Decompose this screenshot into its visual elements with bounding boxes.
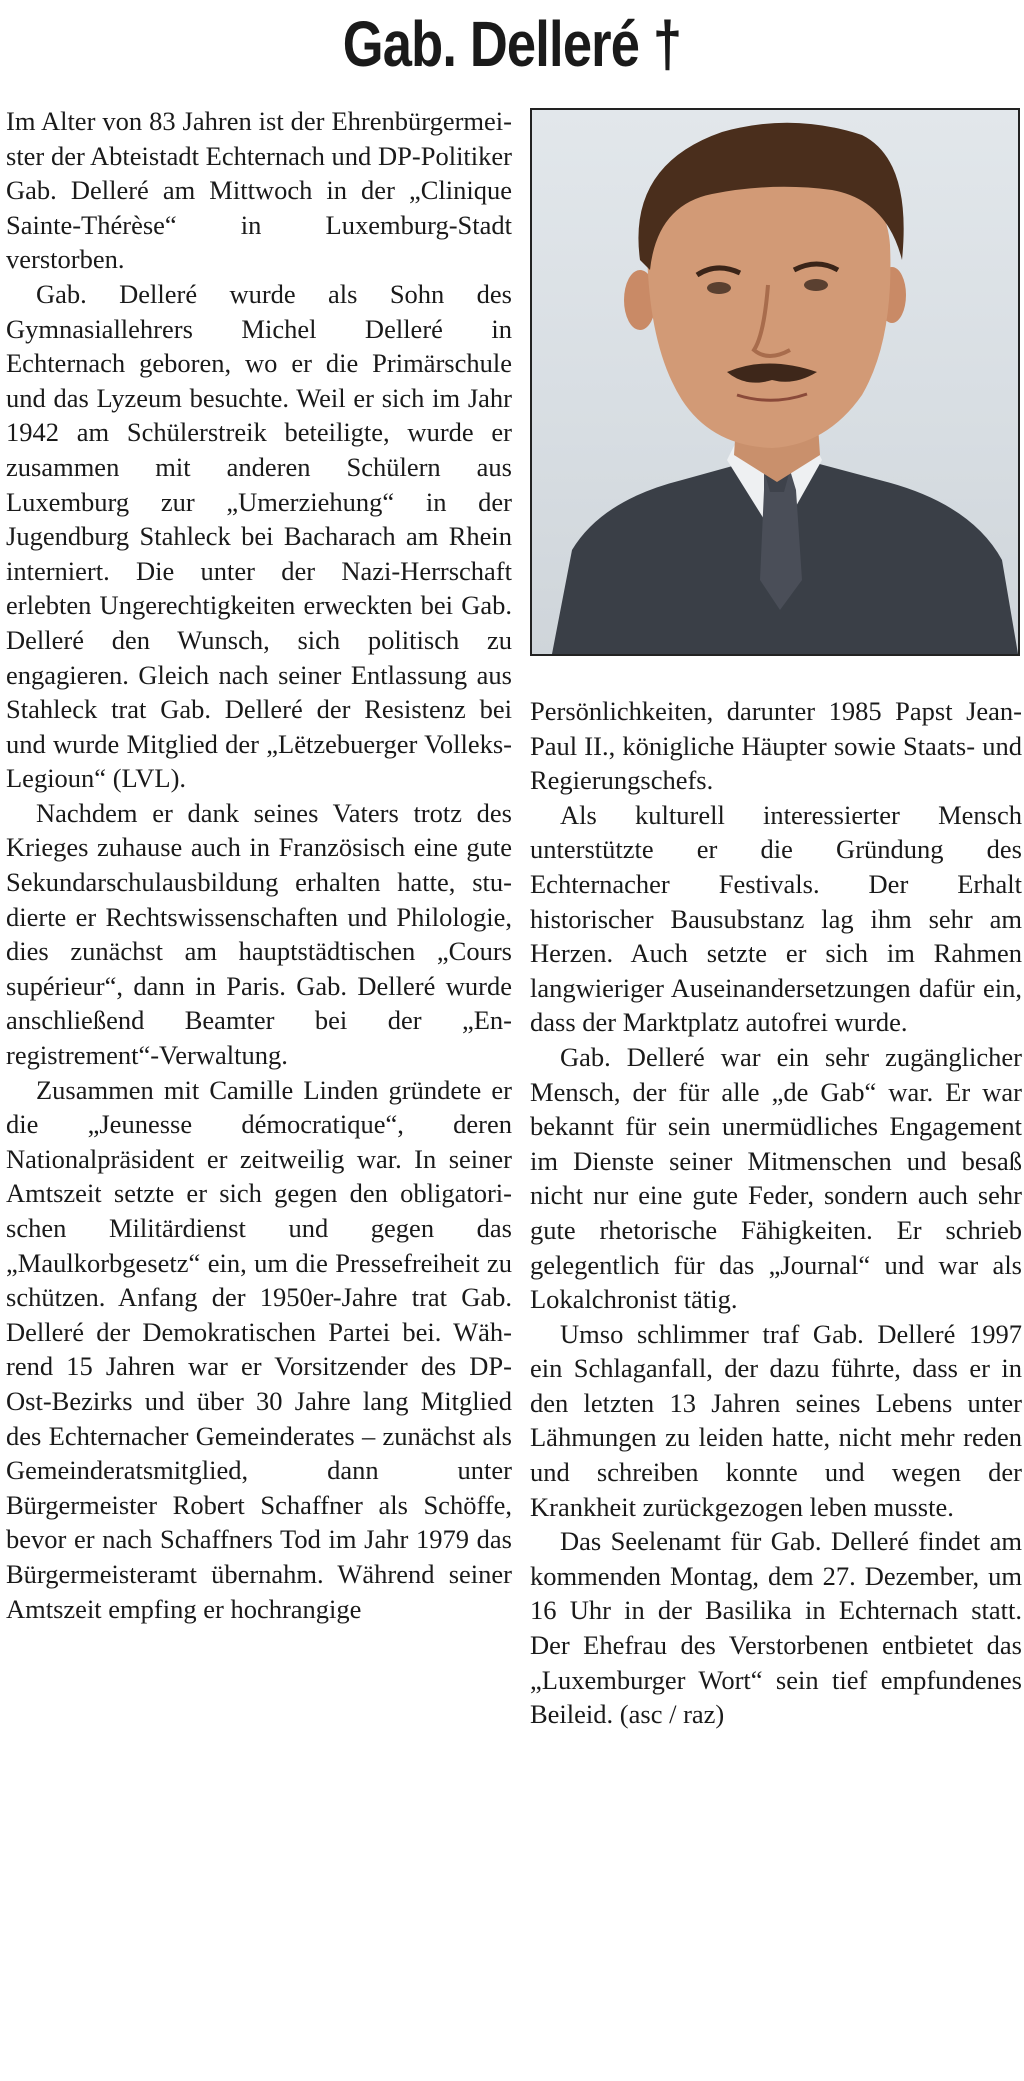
paragraph: Als kulturell interessierter Mensch unterstützte er die Gründung des Echternacher Festivals. Der Erhalt historischer Bausubstanz lag ihm sehr am Herzen. Auch setzte er sich im Rahmen langwieriger Auseinandersetzungen dafür ein, dass der Marktplatz autofrei wurde. <box>530 799 1022 1038</box>
portrait-illustration <box>532 110 1018 654</box>
article-column-left <box>6 104 512 2074</box>
paragraph: Umso schlimmer traf Gab. Delleré 1997 ein Schlaganfall, der dazu führte, dass er in den letzten 13 Jahren seines Lebens unter Lähmungen zu leiden hatte, nicht mehr reden und schreiben konnte und wegen der Krankheit zurückgezogen leben musste. <box>530 1318 1022 1522</box>
portrait-photo <box>530 108 1020 656</box>
author-credit: (asc / raz) <box>619 1699 725 1730</box>
paragraph: Gab. Delleré war ein sehr zugänglicher Mensch, der für alle „de Gab“ war. Er war bekannt für sein unermüdliches Engagement im Dienste seiner Mitmenschen und besaß nicht nur eine gute Feder, sondern auch sehr gute rhetorische Fähigkeiten. Er schrieb gelegentlich für das „Journal“ und war als Lokalchronist tätig. <box>530 1041 1022 1315</box>
paragraph: Gab. Delleré wurde als Sohn des Gymnasiallehrers Michel Delleré in Echternach geboren, wo er die Primärschule und das Lyzeum besuchte. Weil er sich im Jahr 1942 am Schülerstreik beteiligte, wurde er zusammen mit anderen Schülern aus Luxemburg zur „Umerziehung“ in der Jugendburg Stahleck bei Bacharach am Rhein interniert. Die unter der Nazi-Herrschaft erlebten Ungerechtigkeiten erweckten bei Gab. Delleré den Wunsch, sich politisch zu engagieren. Gleich nach seiner Entlassung aus Stahleck trat Gab. Delleré der Resistenz bei und wurde Mitglied der „Lëtzebuerger Volleks-Legioun“ (LVL). <box>6 278 512 794</box>
paragraph-closing <box>530 1524 1022 1732</box>
paragraph: Nachdem er dank seines Vaters trotz des Krieges zuhause auch in Französisch eine gute Sekundarschulausbildung erhalten hatte, studierte er Rechtswissenschaften und Philologie, dies zunächst am hauptstädtischen „Cours supérieur“, dann in Paris. Gab. Delleré wurde anschließend Beamter bei der „Enregistrement“-Verwaltung. <box>6 797 512 1071</box>
headline: Gab. Delleré † <box>342 8 682 80</box>
paragraph: Zusammen mit Camille Linden gründete er die „Jeunesse démocratique“, deren Nationalpräsident er zeitweilig war. In seiner Amtszeit setzte er sich gegen den obligatorischen Militärdienst und gegen das „Maulkorbgesetz“ ein, um die Pressefreiheit zu schützen. Anfang der 1950er-Jahre trat Gab. Delleré der Demokratischen Partei bei. Während 15 Jahren war er Vorsitzender des DP-Ost-Bezirks und über 30 Jahre lang Mitglied des Echternacher Gemeinderates – zunächst als Gemeinderatsmitglied, dann unter Bürgermeister Robert Schaffner als Schöffe, bevor er nach Schaffners Tod im Jahr 1979 das Bürgermeisteramt übernahm. Während seiner Amtszeit empfing er hochrangige <box>6 1074 512 1624</box>
article-column-right <box>530 694 1022 2074</box>
paragraph-text: Das Seelenamt für Gab. Delleré findet am kommenden Montag, dem 27. Dezember, um 16 Uhr in der Basilika in Echternach statt. Der Ehefrau des Verstorbenen entbietet das „Luxemburger Wort“ sein tief empfundenes Beileid. <box>530 1526 1022 1730</box>
paragraph: Persönlichkeiten, darunter 1985 Papst Jean-Paul II., königliche Häupter sowie Staats- und Regierungschefs. <box>530 696 1022 796</box>
paragraph: Im Alter von 83 Jahren ist der Ehrenbürgermeister der Abteistadt Echternach und DP-Politiker Gab. Delleré am Mittwoch in der „Clinique Sainte-Thérèse“ in Luxemburg-Stadt verstorben. <box>6 106 512 275</box>
